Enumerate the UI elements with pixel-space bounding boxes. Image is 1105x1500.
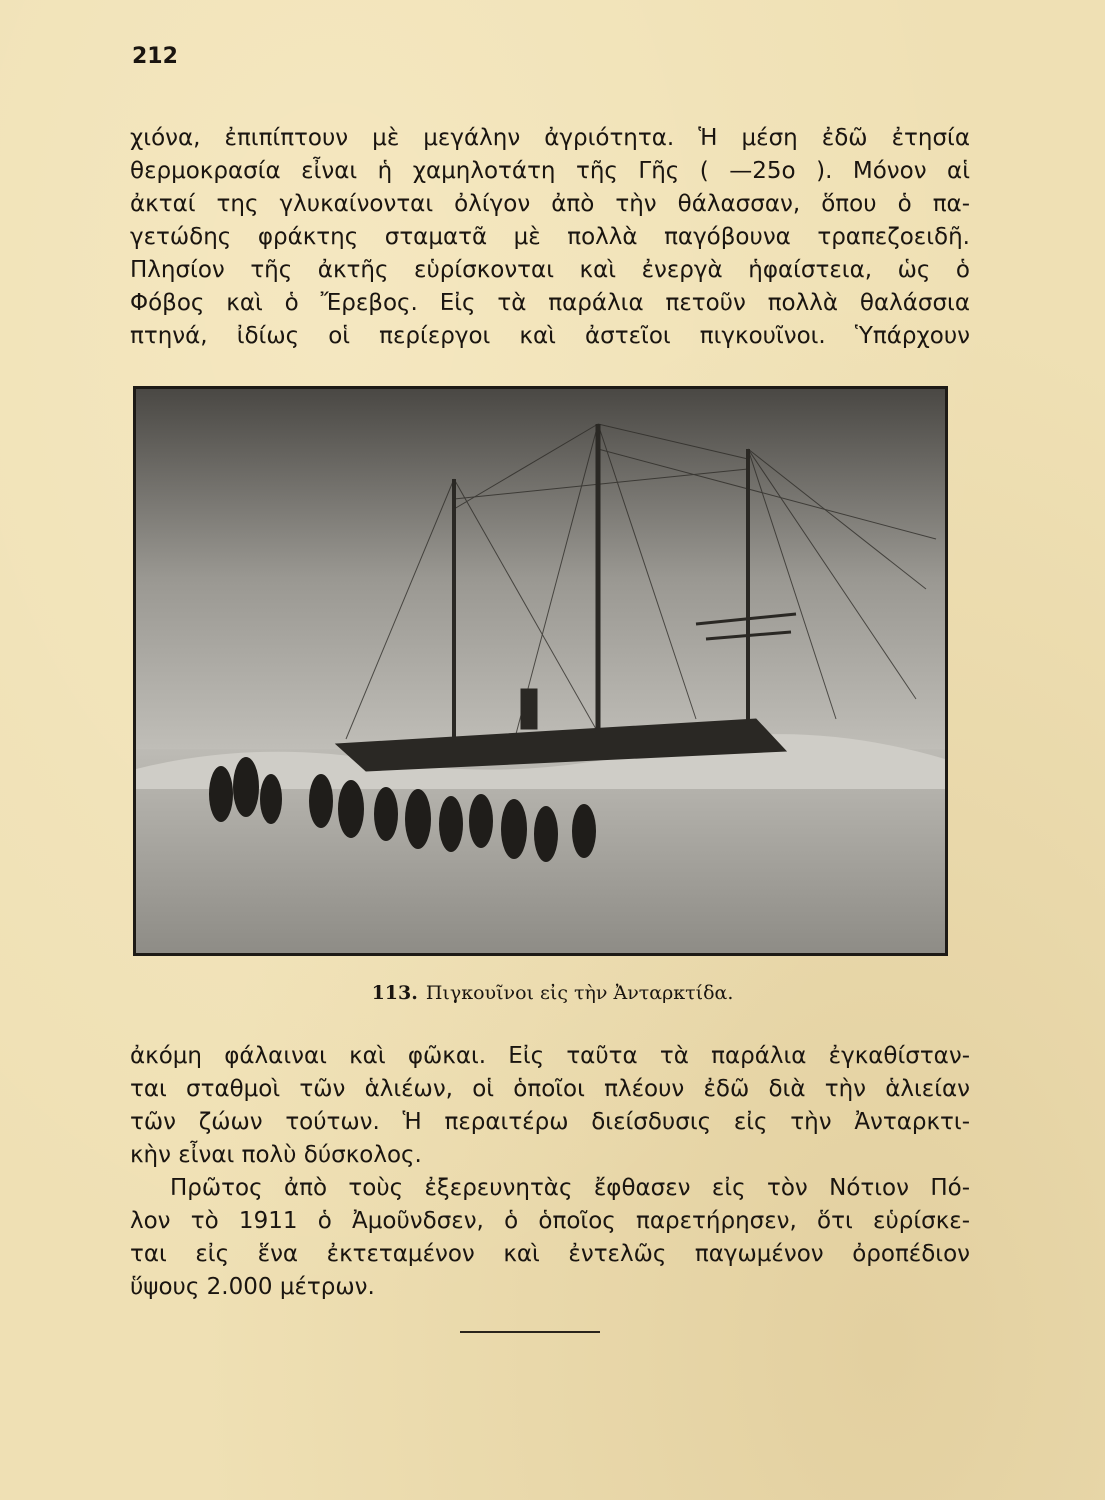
text-line: λον τὸ 1911 ὁ Ἀμοῦνδσεν, ὁ ὁποῖος παρετήρησεν, ὅτι εὑρίσκε- (130, 1208, 970, 1234)
text-line: ὕψους 2.000 μέτρων. (130, 1274, 375, 1300)
figure-number: 113. (371, 982, 418, 1004)
bottom-paragraph-2 (130, 1172, 970, 1304)
bottom-paragraph-1 (130, 1040, 970, 1172)
figure-caption-text: Πιγκουῖνοι εἰς τὴν Ἀνταρκτίδα. (425, 982, 734, 1004)
text-line: Φόβος καὶ ὁ Ἔρεβος. Εἰς τὰ παράλια πετοῦν πολλὰ θαλάσσια (130, 290, 970, 316)
text-line: Πλησίον τῆς ἀκτῆς εὑρίσκονται καὶ ἐνεργὰ ἡφαίστεια, ὡς ὁ (130, 257, 970, 283)
top-paragraph (130, 122, 970, 353)
text-line: κὴν εἶναι πολὺ δύσκολος. (130, 1142, 422, 1168)
text-line: ἀκόμη φάλαιναι καὶ φῶκαι. Εἰς ταῦτα τὰ παράλια ἐγκαθίσταν- (130, 1043, 970, 1069)
text-line: ται εἰς ἕνα ἐκτεταμένον καὶ ἐντελῶς παγωμένον ὀροπέδιον (130, 1241, 970, 1267)
section-end-rule (460, 1331, 600, 1333)
text-line: χιόνα, ἐπιπίπτουν μὲ μεγάλην ἀγριότητα. Ἡ μέση ἐδῶ ἐτησία (130, 125, 970, 151)
ship-funnel (521, 689, 537, 729)
text-line: ἀκταί της γλυκαίνονται ὀλίγον ἀπὸ τὴν θάλασσαν, ὅπου ὁ πα- (130, 191, 970, 217)
page-number: 212 (132, 44, 178, 69)
figure-caption (0, 982, 1105, 1004)
text-line: ται σταθμοὶ τῶν ἁλιέων, οἱ ὁποῖοι πλέουν ἐδῶ διὰ τὴν ἁλιείαν (130, 1076, 970, 1102)
sky (136, 389, 945, 769)
ship-penguins-illustration (136, 389, 945, 953)
figure-photo-ship-penguins (133, 386, 948, 956)
text-line: θερμοκρασία εἶναι ἡ χαμηλοτάτη τῆς Γῆς ( —25ο ). Μόνον αἱ (130, 158, 970, 184)
text-line: γετώδης φράκτης σταματᾶ μὲ πολλὰ παγόβουνα τραπεζοειδῆ. (130, 224, 970, 250)
text-line: τῶν ζώων τούτων. Ἡ περαιτέρω διείσδυσις εἰς τὴν Ἀνταρκτι- (130, 1109, 970, 1135)
text-line: Πρῶτος ἀπὸ τοὺς ἐξερευνητὰς ἔφθασεν εἰς τὸν Νότιον Πό- (170, 1175, 970, 1201)
text-line: πτηνά, ἰδίως οἱ περίεργοι καὶ ἀστεῖοι πιγκουῖνοι. Ὑπάρχουν (130, 323, 970, 349)
